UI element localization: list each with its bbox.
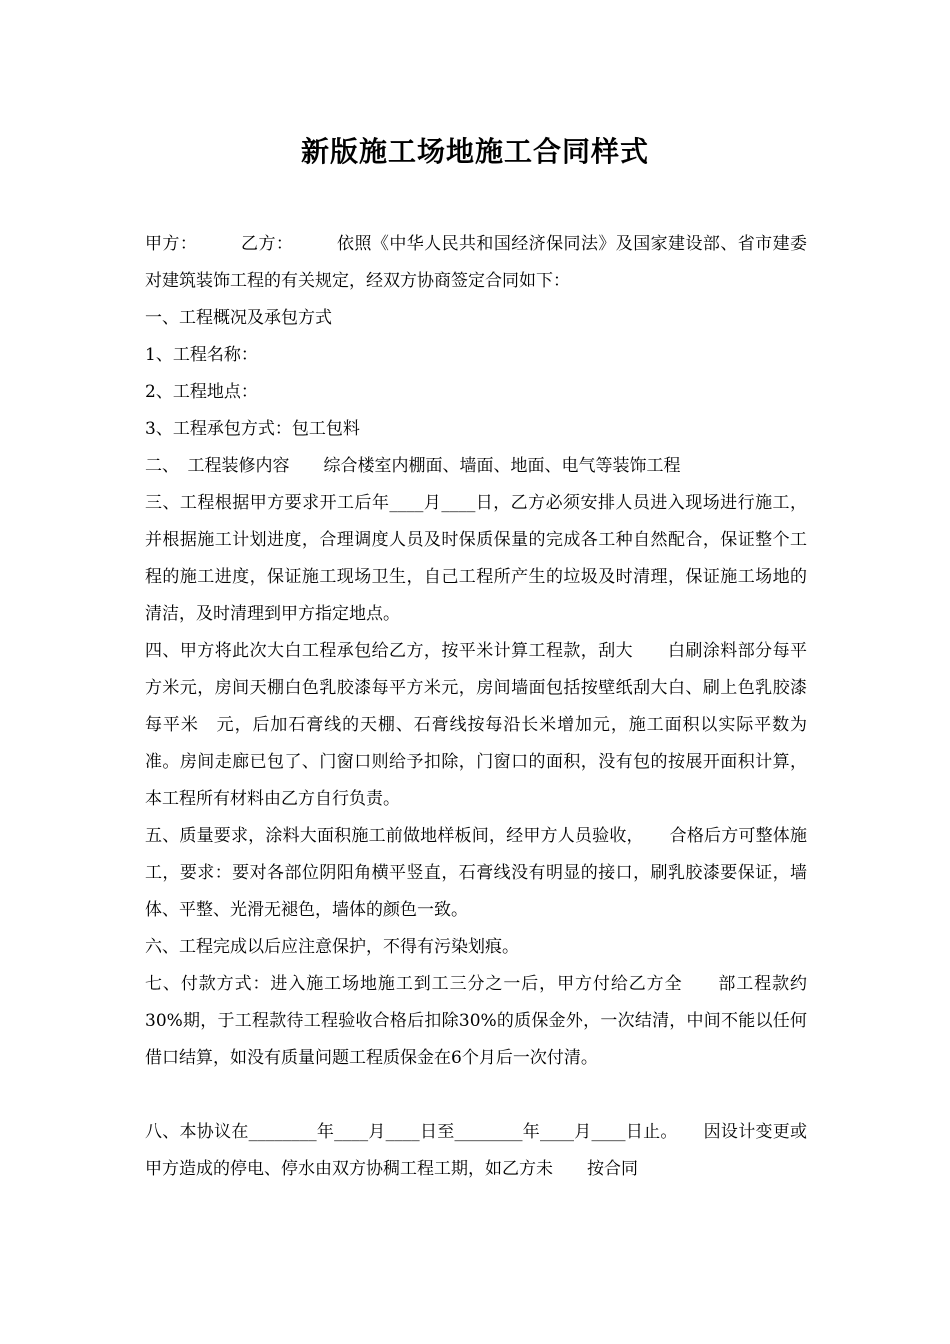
paragraph-project-location: 2、工程地点：	[145, 382, 258, 402]
paragraph-section-6: 六、工程完成以后应注意保护，不得有污染划痕。	[145, 937, 519, 957]
paragraph-section-4: 四、甲方将此次大白工程承包给乙方，按平米计算工程款，刮大 白刷涂料部分每平方米元，房间天棚白色乳胶漆每平方米元，房间墙面包括按壁纸刮大白、刷上色乳胶漆每平米 元，后加石膏线的天棚、石膏线按每沿长米增加元，施工面积以实际平数为准。房间走廊已包了、门窗口则给予扣除，门窗口的面积，没有包的按展开面积计算，本工程所有材料由乙方自行负责。	[145, 641, 807, 809]
paragraph-section-5: 五、质量要求，涂料大面积施工前做地样板间，经甲方人员验收， 合格后方可整体施工，要求：要对各部位阴阳角横平竖直，石膏线没有明显的接口，刷乳胶漆要保证，墙体、平整、光滑无褪色，墙体的颜色一致。	[145, 826, 807, 920]
paragraph-section-8: 八、本协议在________年____月____日至________年____月____日止。 因设计变更或甲方造成的停电、停水由双方协稠工程工期，如乙方未 按合同	[145, 1122, 807, 1179]
paragraph-section-7: 七、付款方式：进入施工场地施工到工三分之一后，甲方付给乙方全 部工程款约30%期，于工程款待工程验收合格后扣除30%的质保金外，一次结清，中间不能以任何借口结算，如没有质量问题工程质保金在6个月后一次付清。	[145, 974, 807, 1068]
paragraph-section-3: 三、工程根据甲方要求开工后年____月____日，乙方必须安排人员进入现场进行施工，并根据施工计划进度，合理调度人员及时保质保量的完成各工种自然配合，保证整个工程的施工进度，保证施工现场卫生，自己工程所产生的垃圾及时清理，保证施工场地的清洁，及时清理到甲方指定地点。	[145, 493, 807, 624]
paragraph-contract-method: 3、工程承包方式：包工包料	[145, 419, 360, 439]
paragraph-section-1: 一、工程概况及承包方式	[145, 308, 332, 328]
paragraph-gap	[145, 1077, 807, 1114]
paragraph-section-2: 二、 工程装修内容 综合楼室内棚面、墙面、地面、电气等装饰工程	[145, 456, 681, 476]
paragraph-project-name: 1、工程名称：	[145, 345, 258, 365]
document-title: 新版施工场地施工合同样式	[300, 135, 649, 168]
document-body	[145, 226, 807, 1188]
paragraph-preamble: 甲方： 乙方： 依照《中华人民共和国经济保同法》及国家建设部、省市建委对建筑装饰工程的有关规定，经双方协商签定合同如下：	[145, 234, 807, 291]
